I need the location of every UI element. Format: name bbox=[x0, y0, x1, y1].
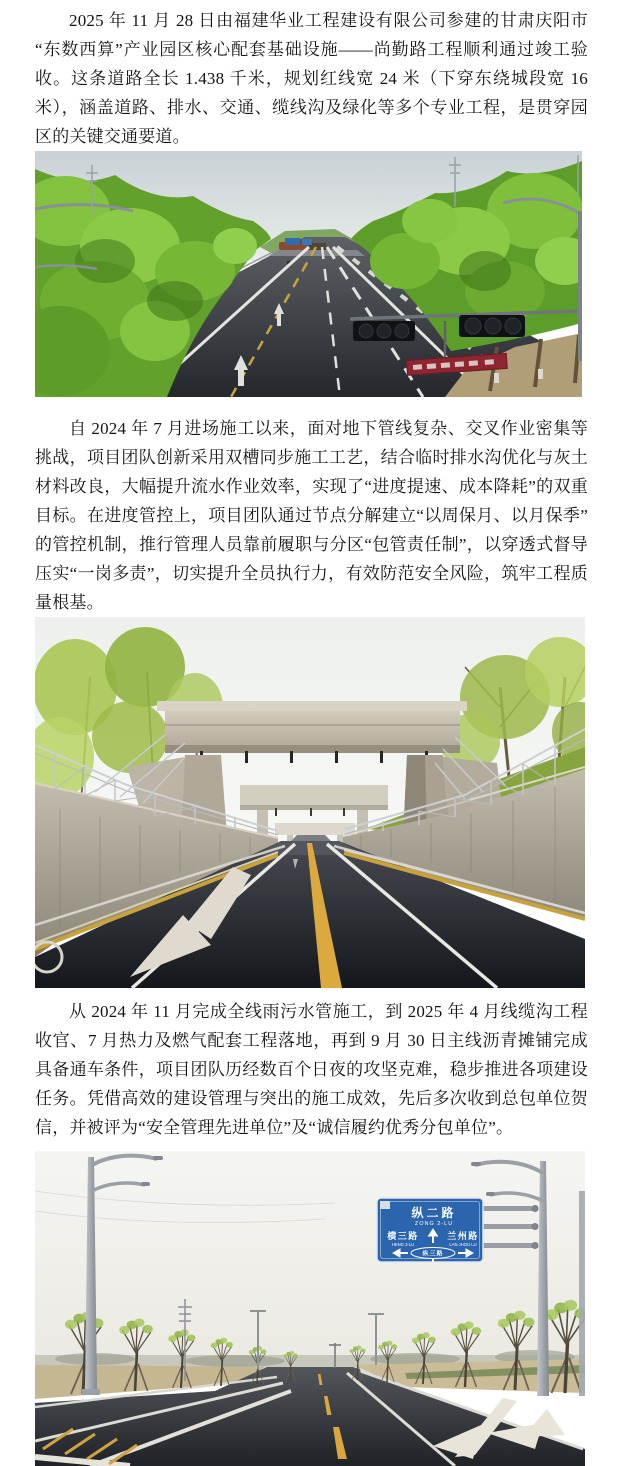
paragraph-milestones: 从 2024 年 11 月完成全线雨污水管施工，到 2025 年 4 月线缆沟工程收官、7 月热力及燃气配套工程落地，再到 9 月 30 日主线沥青摊铺完成具备通车条件，项目团队历经数百个日夜的攻坚克难，稳步推进各项建设任务。凭借高效的建设管理与突出的施工成效，先后多次收到总包单位贺信，并被评为“安全管理先进单位”及“诚信履约优秀分包单位”。 bbox=[35, 1002, 588, 1137]
photo-intersection-sign bbox=[35, 1151, 585, 1466]
traffic-signal-head bbox=[353, 321, 415, 341]
sky bbox=[35, 1151, 585, 1381]
photo-tree-lined-road bbox=[35, 151, 582, 397]
sign-right-road-cn: 兰州路 bbox=[447, 1231, 479, 1241]
paragraph-intro: 2025 年 11 月 28 日由福建华业工程建设有限公司参建的甘肃庆阳市“东数西算”产业园区核心配套基础设施——尚勤路工程顺利通过竣工验收。这条道路全长 1.438 千米，规划红线宽 24 米（下穿东绕城段宽 16 米），涵盖道路、排水、交通、缆线沟及绿化等多个专业工程，是贯穿园区的关键交通要道。 bbox=[35, 11, 588, 146]
sign-plaque bbox=[380, 1201, 390, 1209]
distant-road bbox=[291, 835, 331, 841]
traffic-signal-head bbox=[459, 315, 525, 337]
sign-left-road-en: HENG 3-LU bbox=[391, 1242, 415, 1247]
photo-intersection-sign-svg bbox=[35, 1151, 585, 1466]
sign-right-road-en: LAN JHOU LU bbox=[449, 1242, 477, 1247]
distant-overhead-sign bbox=[285, 238, 312, 245]
photo-underpass-road-svg bbox=[35, 617, 585, 988]
distant-crossing bbox=[269, 250, 365, 256]
sign-main-road-cn: 纵二路 bbox=[411, 1206, 457, 1220]
sign-main-road-en: ZONG 2-LU bbox=[414, 1221, 454, 1227]
sign-current-road-cn: 纵三路 bbox=[422, 1251, 444, 1258]
photo-underpass-road bbox=[35, 617, 585, 988]
paragraph-construction: 自 2024 年 7 月进场施工以来，面对地下管线复杂、交叉作业密集等挑战，项目团队创新采用双槽同步施工工艺，结合临时排水沟优化与灰土材料改良，大幅提升流水作业效率，实现了“进度提速、成本降耗”的双重目标。在进度管控上，项目团队通过节点分解建立“以周保月、以月保季”的管控机制，推行管理人员靠前履职与分区“包管责任制”，以穿透式督导压实“一岗多责”，切实提升全员执行力，有效防范安全风险，筑牢工程质量根基。 bbox=[35, 419, 588, 612]
photo-tree-lined-road-svg bbox=[35, 151, 582, 397]
directional-road-sign bbox=[377, 1198, 483, 1262]
sign-left-road-cn: 横三路 bbox=[387, 1231, 419, 1241]
